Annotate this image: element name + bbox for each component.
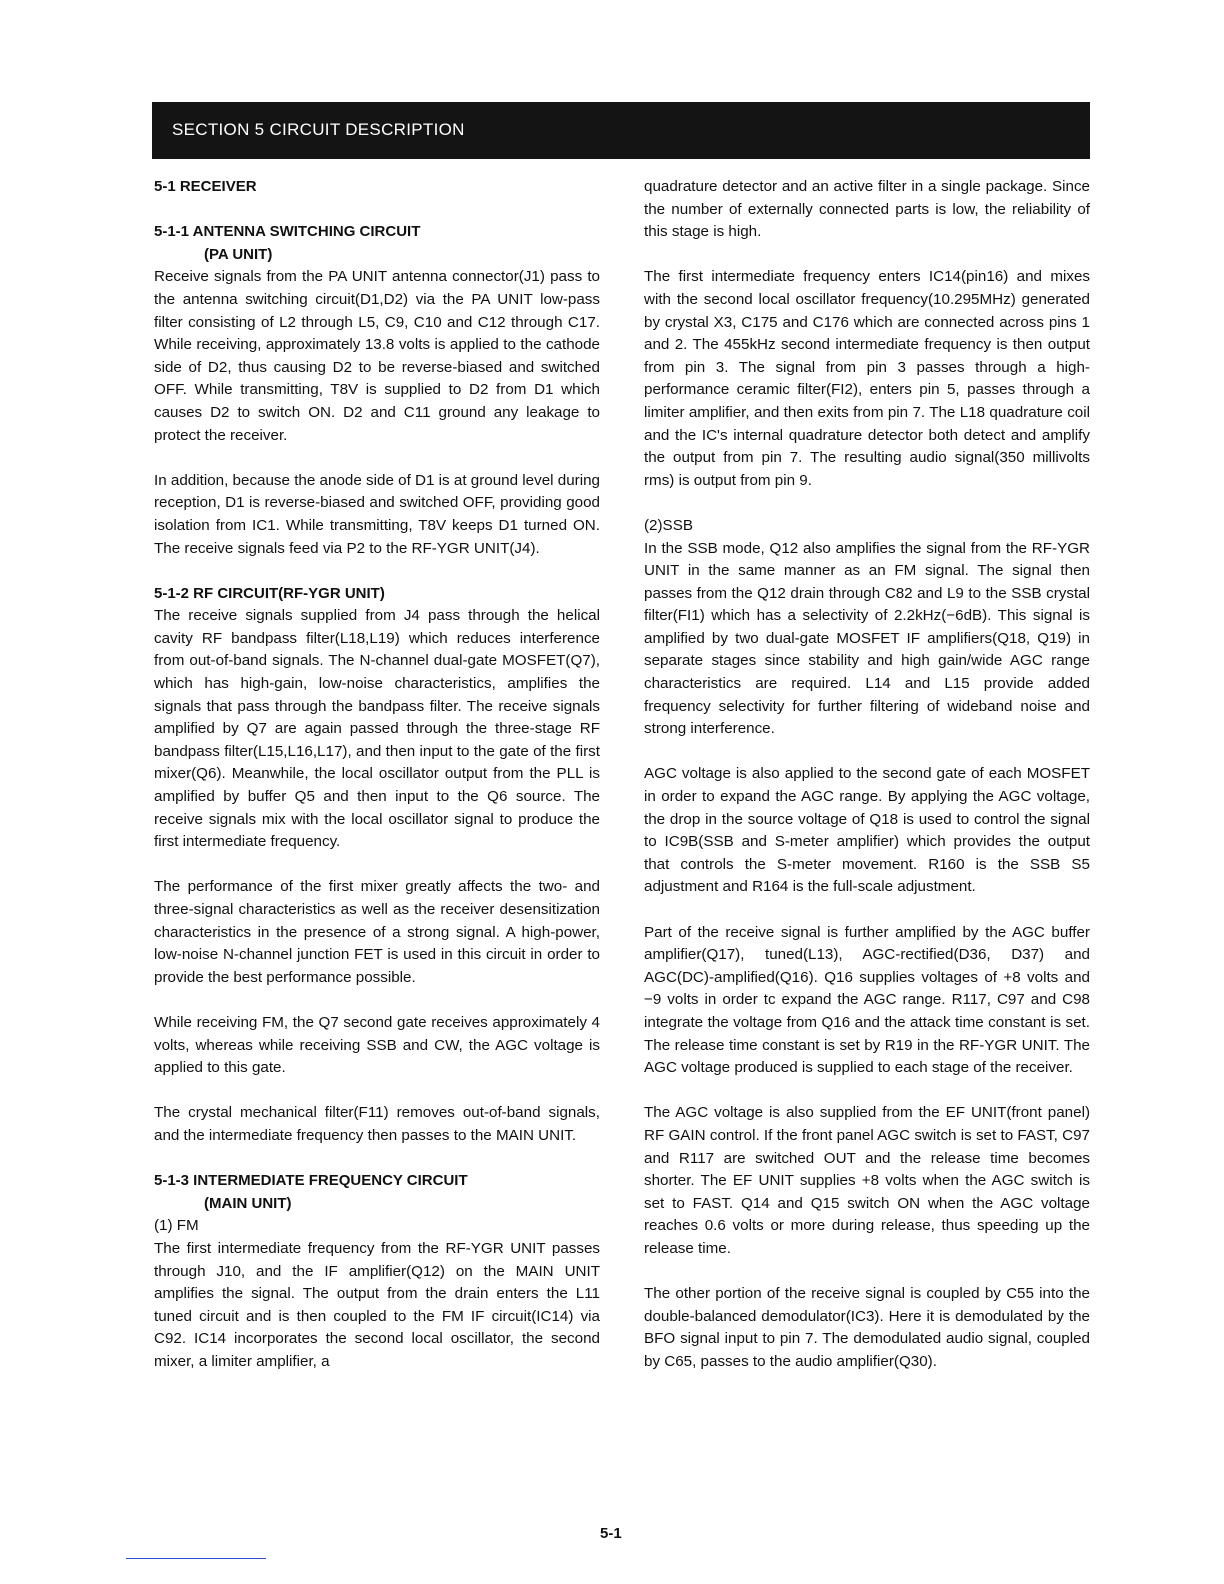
label-ssb: (2)SSB xyxy=(644,516,693,534)
paragraph-fm: The first intermediate frequency from the RF-YGR UNIT passes through J10, and the IF amplifier(Q12) on the MAIN UNIT amplifies the signal. The output from the drain enters the L11 tuned circuit and is then coupled to the FM IF circuit(IC14) via C92. IC14 incorporates the second local oscillator, the second mixer, a limiter amplifier, a xyxy=(154,1239,600,1370)
footer-rule xyxy=(126,1558,266,1559)
label-fm: (1) FM xyxy=(154,1217,199,1235)
paragraph-agc-2: Part of the receive signal is further amplified by the AGC buffer amplifier(Q17), tuned(L13), AGC-rectified(D36, D37) and AGC(DC)-amplified(Q16). Q16 supplies voltages of +8 volts and −9 volts in order tc expand the AGC range. R117, C97 and C98 integrate the voltage from Q16 and the attack time constant is set. The release time constant is set by R19 in the RF-YGR UNIT. The AGC voltage produced is supplied to each stage of the receiver. xyxy=(644,923,1090,1077)
paragraph-rf-2: The performance of the first mixer greatly affects the two- and three-signal characteristics as well as the receiver desensitization characteristics in the presence of a strong signal. A high-power, low-noise N-channel junction FET is used in this circuit in order to provide the best performance possible. xyxy=(154,878,600,986)
paragraph-ssb: In the SSB mode, Q12 also amplifies the signal from the RF-YGR UNIT in the same manner as an FM signal. The signal then passes from the Q12 drain through C82 and L9 to the SSB crystal filter(FI1) which has a selectivity of 2.2kHz(−6dB). This signal is amplified by two dual-gate MOSFET IF amplifiers(Q18, Q19) in separate stages since stability and high gain/wide AGC range characteristics are required. L14 and L15 provide added frequency selectivity for further filtering of wideband noise and strong interference. xyxy=(644,539,1090,738)
paragraph-rf-4: The crystal mechanical filter(F11) removes out-of-band signals, and the intermediate frequency then passes to the MAIN UNIT. xyxy=(154,1104,600,1144)
section-banner xyxy=(152,102,1090,159)
right-column xyxy=(644,176,1090,1373)
heading-antenna-switching: 5-1-1 ANTENNA SWITCHING CIRCUIT xyxy=(154,223,421,241)
section-title: SECTION 5 CIRCUIT DESCRIPTION xyxy=(172,120,465,139)
paragraph-if-continued: quadrature detector and an active filter in a single package. Since the number of externally connected parts is low, the reliability of this stage is high. xyxy=(644,178,1090,241)
paragraph-if-second-mixer: The first intermediate frequency enters IC14(pin16) and mixes with the second local oscillator frequency(10.295MHz) generated by crystal X3, C175 and C176 which are connected across pins 1 and 2. The 455kHz second intermediate frequency is then output from pin 3. The signal from pin 3 passes through a high-performance ceramic filter(FI2), enters pin 5, passes through a limiter amplifier, and then exits from pin 7. The L18 quadrature coil and the IC's internal quadrature detector both detect and amplify the output from pin 7. The resulting audio signal(350 millivolts rms) is output from pin 9. xyxy=(644,268,1090,489)
heading-if-unit: (MAIN UNIT) xyxy=(204,1194,292,1212)
left-column xyxy=(154,176,600,1373)
paragraph-rf-3: While receiving FM, the Q7 second gate receives approximately 4 volts, whereas while receiving SSB and CW, the AGC voltage is applied to this gate. xyxy=(154,1013,600,1077)
heading-if-circuit: 5-1-3 INTERMEDIATE FREQUENCY CIRCUIT xyxy=(154,1172,468,1190)
heading-receiver: 5-1 RECEIVER xyxy=(154,178,257,195)
paragraph-agc-3: The AGC voltage is also supplied from the EF UNIT(front panel) RF GAIN control. If the front panel AGC switch is set to FAST, C97 and R117 are switched OUT and the release time becomes shorter. The EF UNIT supplies +8 volts when the AGC switch is set to FAST. Q14 and Q15 switch ON when the AGC voltage reaches 0.6 volts or more during release, thus speeding up the release time. xyxy=(644,1104,1090,1257)
paragraph-agc-1: AGC voltage is also applied to the second gate of each MOSFET in order to expand the AGC range. By applying the AGC voltage, the drop in the source voltage of Q18 is used to control the signal to IC9B(SSB and S-meter amplifier) which provides the output that controls the S-meter movement. R160 is the SSB S5 adjustment and R164 is the full-scale adjustment. xyxy=(644,765,1090,896)
paragraph-rf-1: The receive signals supplied from J4 pass through the helical cavity RF bandpass filter(L18,L19) which reduces interference from out-of-band signals. The N-channel dual-gate MOSFET(Q7), which has high-gain, low-noise characteristics, amplifies the signals that pass through the bandpass filter. The receive signals amplified by Q7 are again passed through the three-stage RF bandpass filter(L15,L16,L17), and then input to the gate of the first mixer(Q6). Meanwhile, the local oscillator output from the PLL is amplified by buffer Q5 and then input to the Q6 source. The receive signals mix with the local oscillator signal to produce the first intermediate frequency. xyxy=(154,607,600,851)
heading-antenna-unit: (PA UNIT) xyxy=(204,245,273,263)
paragraph-antenna-1: Receive signals from the PA UNIT antenna connector(J1) pass to the antenna switching circuit(D1,D2) via the PA UNIT low-pass filter consisting of L2 through L5, C9, C10 and C12 through C17. While receiving, approximately 13.8 volts is applied to the cathode side of D2, thus causing D2 to be reverse-biased and switched OFF. While transmitting, T8V is supplied to D2 from D1 which causes D2 to switch ON. D2 and C11 ground any leakage to protect the receiver. xyxy=(154,268,600,444)
heading-rf-circuit: 5-1-2 RF CIRCUIT(RF-YGR UNIT) xyxy=(154,584,385,602)
paragraph-demodulator: The other portion of the receive signal is coupled by C55 into the double-balanced demodulator(IC3). Here it is demodulated by the BFO signal input to pin 7. The demodulated audio signal, coupled by C65, passes to the audio amplifier(Q30). xyxy=(644,1285,1090,1370)
page-number: 5-1 xyxy=(600,1525,622,1542)
paragraph-antenna-2: In addition, because the anode side of D1 is at ground level during reception, D1 is reverse-biased and switched OFF, providing good isolation from IC1. While transmitting, T8V keeps D1 turned ON. The receive signals feed via P2 to the RF-YGR UNIT(J4). xyxy=(154,471,600,557)
